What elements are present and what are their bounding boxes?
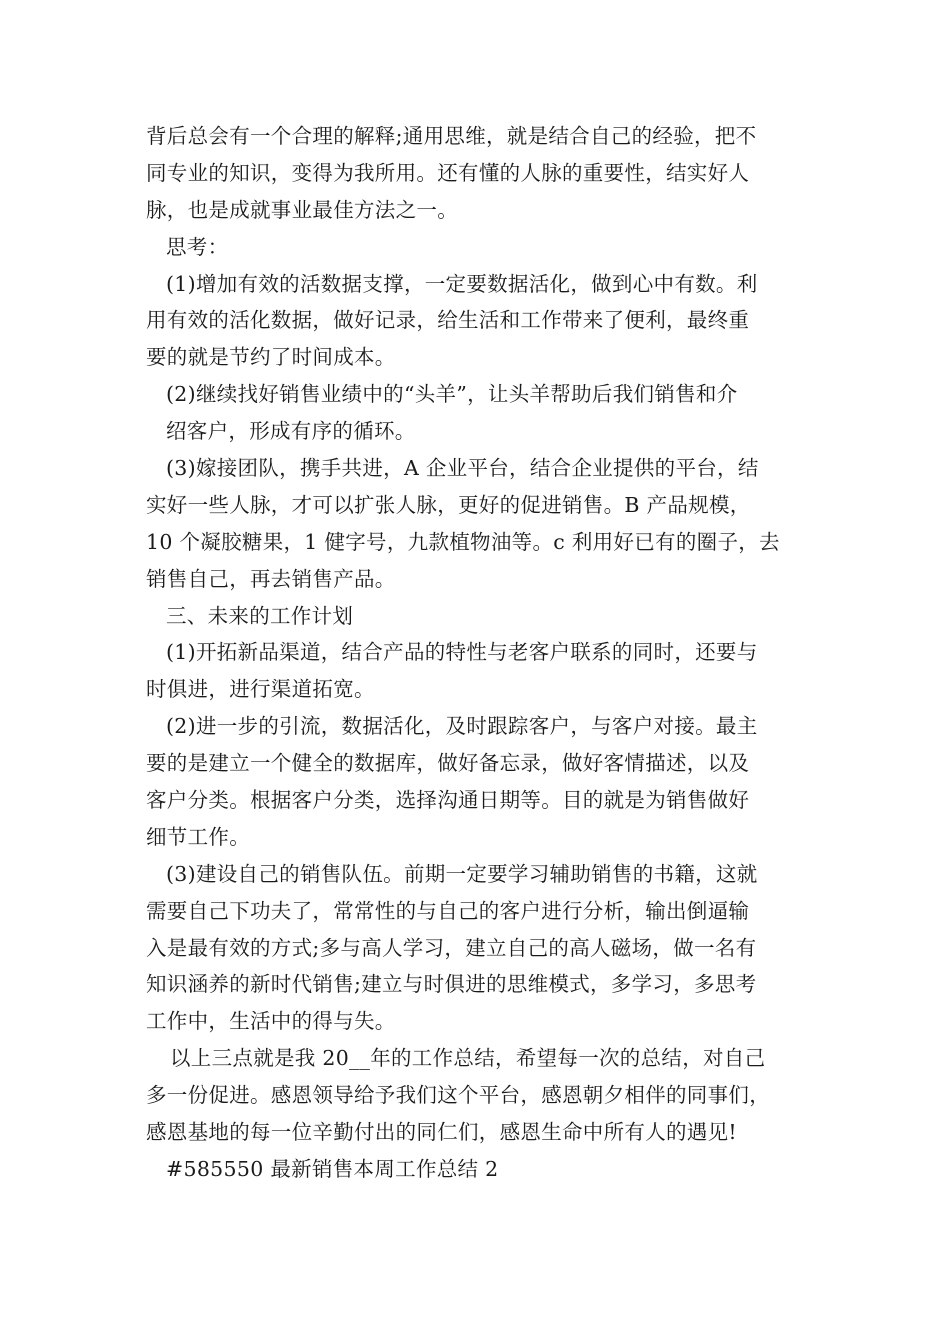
document-body [146, 118, 826, 1188]
paragraph-line: 绍客户，形成有序的循环。 [166, 419, 416, 444]
paragraph-line: 多一份促进。感恩领导给予我们这个平台，感恩朝夕相伴的同事们， [146, 1083, 770, 1108]
paragraph-line: 以上三点就是我 20__年的工作总结，希望每一次的总结，对自己 [170, 1046, 766, 1071]
paragraph-line: 实好一些人脉，才可以扩张人脉，更好的促进销售。B 产品规模， [146, 492, 751, 517]
paragraph-line: 要的是建立一个健全的数据库，做好备忘录，做好客情描述，以及 [146, 751, 750, 776]
paragraph-line: (1)开拓新品渠道，结合产品的特性与老客户联系的同时，还要与 [166, 640, 758, 665]
section-heading-thinking: 思考： [166, 234, 229, 259]
paragraph-line: 10 个凝胶糖果，1 健字号，九款植物油等。c 利用好已有的圈子，去 [146, 529, 780, 554]
paragraph-line: 背后总会有一个合理的解释;通用思维，就是结合自己的经验，把不 [146, 124, 757, 148]
paragraph-line: 细节工作。 [146, 824, 250, 849]
paragraph-line: 知识涵养的新时代销售;建立与时俱进的思维模式，多学习，多思考 [146, 972, 757, 997]
paragraph-line: 脉，也是成就事业最佳方法之一。 [146, 197, 458, 222]
paragraph-line: 入是最有效的方式;多与高人学习，建立自己的高人磁场，做一名有 [146, 935, 757, 960]
paragraph-line: 时俱进，进行渠道拓宽。 [146, 677, 375, 702]
paragraph-line: 要的就是节约了时间成本。 [146, 345, 396, 370]
paragraph-line: 客户分类。根据客户分类，选择沟通日期等。目的就是为销售做好 [146, 788, 750, 813]
paragraph-line: 工作中，生活中的得与失。 [146, 1009, 396, 1034]
paragraph-line: 用有效的活化数据，做好记录，给生活和工作带来了便利，最终重 [146, 308, 750, 333]
paragraph-line: (3)嫁接团队，携手共进，A 企业平台，结合企业提供的平台，结 [166, 456, 759, 481]
section-heading-summary-2: #585550 最新销售本周工作总结 2 [166, 1156, 499, 1181]
paragraph-line: (2)进一步的引流，数据活化，及时跟踪客户，与客户对接。最主 [166, 714, 758, 739]
paragraph-line: (2)继续找好销售业绩中的“头羊”，让头羊帮助后我们销售和介 [166, 382, 738, 407]
paragraph-line: 同专业的知识，变得为我所用。还有懂的人脉的重要性，结实好人 [146, 160, 750, 185]
paragraph-line: 感恩基地的每一位辛勤付出的同仁们，感恩生命中所有人的遇见! [146, 1120, 737, 1145]
section-heading-future-plan: 三、未来的工作计划 [166, 603, 354, 628]
paragraph-line: (1)增加有效的活数据支撑，一定要数据活化，做到心中有数。利 [166, 271, 758, 296]
paragraph-line: 需要自己下功夫了，常常性的与自己的客户进行分析，输出倒逼输 [146, 898, 750, 923]
paragraph-line: (3)建设自己的销售队伍。前期一定要学习辅助销售的书籍，这就 [166, 861, 758, 886]
paragraph-line: 销售自己，再去销售产品。 [146, 566, 396, 591]
